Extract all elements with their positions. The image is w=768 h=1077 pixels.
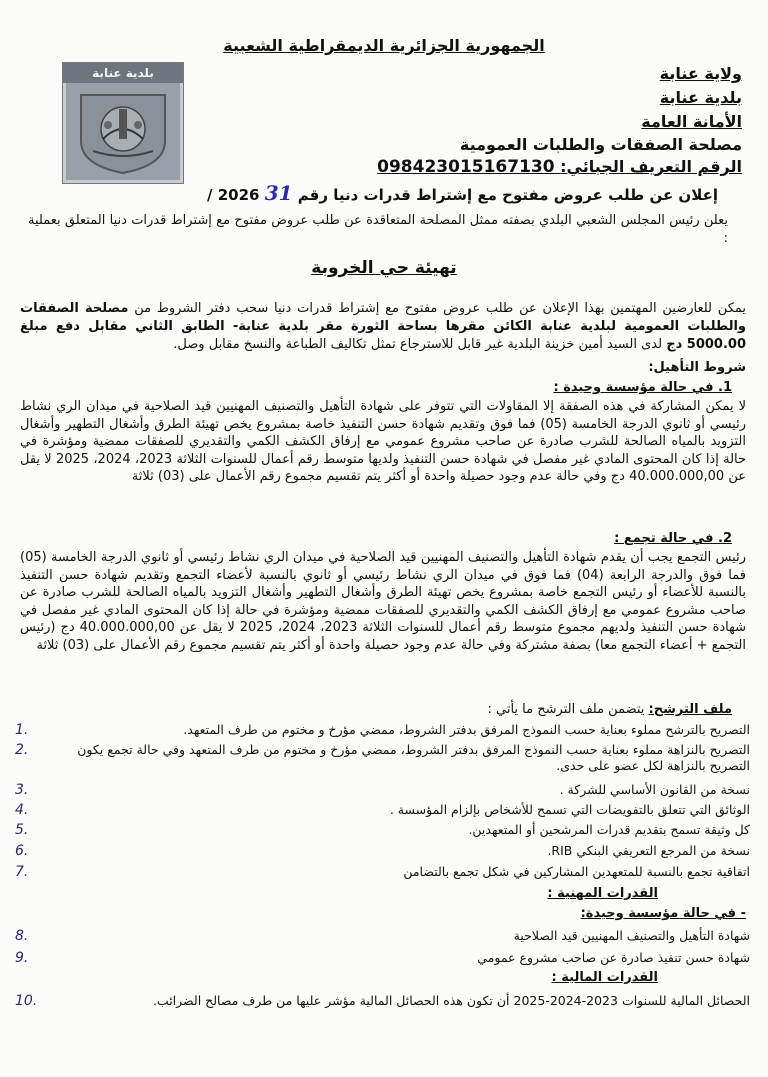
case1-title: 1. في حالة مؤسسة وحيدة : xyxy=(553,380,732,395)
list-item xyxy=(15,742,750,774)
item-text: التصريح بالنزاهة مملوء بعناية حسب النموذج المرفق بدفتر الشروط، ممضي مؤرخ و مختوم من طرف المتعهد وفي حالة تجمع يكون التصريح بالنزاهة لكل عضو على حدى. xyxy=(77,742,750,773)
project-title: تهيئة حي الخروبة xyxy=(311,258,457,278)
application-file-heading xyxy=(488,702,733,717)
application-file-intro: يتضمن ملف الترشح ما يأتي : xyxy=(487,702,645,717)
item-number: 3. xyxy=(15,782,29,798)
list-item xyxy=(15,782,750,798)
item-text: نسخة من القانون الأساسي للشركة . xyxy=(559,782,750,797)
list-item xyxy=(15,950,750,966)
title-text: إعلان عن طلب عروض مفتوح مع إشتراط قدرات دنيا رقم xyxy=(297,186,718,204)
item-text: اتفاقية تجمع بالنسبة للمتعهدين المشاركين في شكل تجمع بالتضامن xyxy=(403,864,750,879)
case1-text: لا يمكن المشاركة في هذه الصفقة إلا المقاولات التي تتوفر على شهادة التأهيل والتصنيف المهنيين قيد الصلاحية في ميدان الري نشاط رئيسي أو ثانوي الدرجة الخامسة (05) فما فوق وتقديم شهادة حسن التنفيذ خاصة بمشروع يخص تهيئة الطرق وأشغال التطهير وأشغال التزويد بالمياه الصالحة للشرب صادرة عن صاحب مشروع عمومي مع إرفاق الكشف الكمي والتقديري للصفقات ممضية ومؤشرة في حالة إذا كان المحتوى المادي غير مفصل في شهادة حسن التنفيذ ولديها متوسط رقم أعمال للسنوات الثلاثة 2023، 2024، 2025 لا يقل عن 40.000.000,00 دج وفي حالة عدم وجود حصيلة واحدة أو أكثر يتم تقسيم مجموع رقم الأعمال على (03) ثلاثة xyxy=(20,399,747,485)
wilaya-line: ولاية عنابة xyxy=(659,64,742,83)
municipality-logo xyxy=(62,62,184,184)
baladiya-line: بلدية عنابة xyxy=(659,88,742,107)
title-year: / 2026 xyxy=(207,186,260,204)
professional-capacities-heading: القدرات المهنية : xyxy=(547,886,658,901)
application-file-label: ملف الترشح: xyxy=(648,702,732,717)
intro-paragraph: يعلن رئيس المجلس الشعبي البلدي بصفته ممثل المصلحة المتعاقدة عن طلب عروض مفتوح مع إشتراط قدرات دنيا المتعلق بعملية : xyxy=(28,213,728,246)
single-company-subheading: - في حالة مؤسسة وحيدة: xyxy=(580,906,746,921)
tax-id-line xyxy=(377,157,742,177)
item-number: 1. xyxy=(15,722,29,738)
republic-heading: الجمهورية الجزائرية الديمقراطية الشعبية xyxy=(223,36,545,55)
item-text: كل وثيقة تسمح بتقديم قدرات المرشحين أو المتعهدين. xyxy=(468,822,750,837)
secretariat-line: الأمانة العامة xyxy=(641,112,742,131)
list-item xyxy=(15,802,750,818)
item-number: 4. xyxy=(15,802,29,818)
item-number: 6. xyxy=(15,843,29,859)
item-number: 9. xyxy=(15,950,29,966)
list-item xyxy=(15,928,750,944)
financial-capacities-heading: القدرات المالية : xyxy=(551,970,658,985)
withdrawal-part2: مصلحة الصفقات والطلبات العمومية لبلدية عنابة الكائن مقرها بساحة الثورة مقر بلدية عنابة- الطابق الثاني مقابل دفع مبلغ xyxy=(20,301,746,334)
item-text: نسخة من المرجع التعريفي البنكي RIB. xyxy=(547,843,750,858)
tax-id-value: 098423015167130 xyxy=(377,157,555,177)
item-number: 2. xyxy=(15,742,29,758)
item-number: 7. xyxy=(15,864,29,880)
tax-id-label: الرقم التعريف الجبائي: xyxy=(560,157,742,176)
item-text: شهادة التأهيل والتصنيف المهنيين قيد الصلاحية xyxy=(513,928,750,943)
item-text: شهادة حسن تنفيذ صادرة عن صاحب مشروع عمومي xyxy=(477,950,750,965)
item-text: الوثائق التي تتعلق بالتفويضات التي تسمح للأشخاص بإلزام المؤسسة . xyxy=(389,802,750,817)
list-item xyxy=(15,822,750,838)
item-number: 5. xyxy=(15,822,29,838)
title-number: 31 xyxy=(264,181,293,205)
list-item xyxy=(15,843,750,859)
announcement-title xyxy=(207,181,718,205)
withdrawal-amount: 5000.00 دج xyxy=(666,337,746,352)
withdrawal-paragraph xyxy=(20,300,746,354)
logo-label: بلدية عنابة xyxy=(63,63,183,83)
service-line: مصلحة الصفقات والطلبات العمومية xyxy=(459,135,742,154)
qualification-heading: شروط التأهيل: xyxy=(648,360,746,375)
list-item xyxy=(15,864,750,880)
item-text: الحصائل المالية للسنوات 2023-2024-2025 أن تكون هذه الحصائل المالية مؤشر عليها من طرف مصالح الضرائب. xyxy=(152,993,750,1008)
case2-text: رئيس التجمع يجب أن يقدم شهادة التأهيل والتصنيف المهنيين قيد الصلاحية في ميدان الري نشاط رئيسي أو ثانوي الدرجة الخامسة (05) فما فوق والدرجة الرابعة (04) فما فوق في ميدان الري نشاط رئيسي أو ثانوي بالنسبة لأعضاء التجمع وتقديم شهادة حسن التنفيذ بالنسبة للأعضاء أو رئيس التجمع خاصة بمشروع يخص تهيئة الطرق وأشغال التطهير وأشغال التزويد بالمياه الصالحة للشرب صادرة عن صاحب مشروع عمومي مع إرفاق الكشف الكمي والتقديري للصفقات ممضية ومؤشرة في حالة إذا كان المحتوى المادي غير مفصل في شهادة حسن التنفيذ ولديهم مجموع متوسط رقم أعمال للسنوات الثلاثة 2023، 2024، 2025 لا يقل عن 40.000.000,00 دج (رئيس التجمع + أعضاء التجمع معا) بصفة مشتركة وفي حالة عدم وجود حصيلة واحدة أو أكثر يتم تقسيم مجموع رقم الأعمال على (03) ثلاثة xyxy=(20,550,747,653)
item-number: 8. xyxy=(15,928,29,944)
list-item xyxy=(15,722,750,738)
item-text: التصريح بالترشح مملوء بعناية حسب النموذج المرفق بدفتر الشروط، ممضي مؤرخ و مختوم من طرف المتعهد. xyxy=(183,722,750,737)
list-item xyxy=(15,993,750,1009)
emblem-icon xyxy=(73,89,173,175)
withdrawal-part3: لدى السيد أمين خزينة البلدية غير قابل للاسترجاع تمثل تكاليف الطباعة والنسخ مقابل وصل. xyxy=(173,337,663,352)
case2-title: 2. في حالة تجمع : xyxy=(614,531,732,546)
withdrawal-part1: يمكن للعارضين المهتمين بهذا الإعلان عن طلب عروض مفتوح مع إشتراط قدرات دنيا سحب دفتر الشروط من xyxy=(134,301,747,316)
item-number: 10. xyxy=(15,993,38,1009)
